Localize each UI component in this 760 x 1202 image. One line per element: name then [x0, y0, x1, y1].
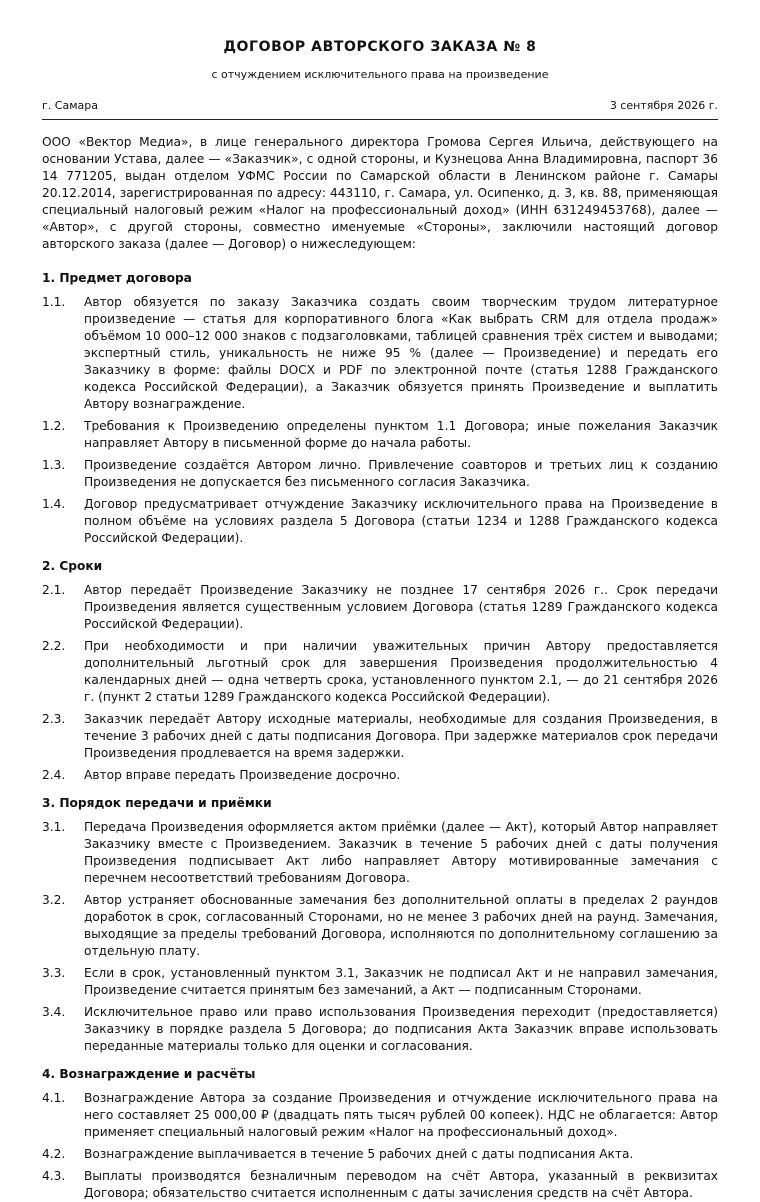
preamble: ООО «Вектор Медиа», в лице генерального директора Громова Сергея Ильича, действующего на основании Устава, далее — «Заказчик», с одной стороны, и Кузнецова Анна Владимировна, паспорт 36 14 771205, выдан отделом УФМС России по Самарской области в Ленинском районе г. Самары 20.12.2014, зарегистрированная по адресу: 443110, г. Самара, ул. Осипенко, д. 3, кв. 88, применяющая специальный налоговый режим «Налог на профессиональный доход» (ИНН 631249453768), далее — «Автор», с другой стороны, совместно именуемые «Стороны», заключили настоящий договор авторского заказа (далее — Договор) о нижеследующем: [42, 135, 718, 251]
section [42, 1066, 718, 1202]
clause-text: Вознаграждение Автора за создание Произведения и отчуждение исключительного права на него составляет 25 000,00 ₽ (двадцать пять тысяч рублей 00 копеек). НДС не облагается: Автор применяет специальный налоговый режим «Налог на профессиональный доход». [84, 1091, 718, 1139]
clause-text: Передача Произведения оформляется актом приёмки (далее — Акт), который Автор направляет Заказчику вместе с Произведением. Заказчик в течение 5 рабочих дней с даты получения Произведения подписывает Акт либо направляет Автору мотивированные замечания с перечнем несоответствий требованиям Договора. [84, 820, 718, 885]
section [42, 558, 718, 784]
section [42, 270, 718, 547]
clause [42, 638, 718, 706]
clause [42, 418, 718, 452]
clause-number: 4.2. [42, 1147, 66, 1161]
clause-number: 3.3. [42, 966, 66, 980]
clause-number: 1.2. [42, 419, 66, 433]
clause-text: При необходимости и при наличии уважительных причин Автору предоставляется дополнительный льготный срок для завершения Произведения продолжительностью 4 календарных дней — одна четверть срока, установленного пунктом 2.1, — до 21 сентября 2026 г. (пункт 2 статьи 1289 Гражданского кодекса Российской Федерации). [84, 639, 718, 704]
clause-text: Автор вправе передать Произведение досрочно. [84, 768, 401, 782]
clause-text: Автор устраняет обоснованные замечания без дополнительной оплаты в пределах 2 раундов доработок в срок, согласованный Сторонами, но не менее 3 рабочих дней на раунд. Замечания, выходящие за пределы требований Договора, исполняются по дополнительному соглашению за отдельную плату. [84, 893, 718, 958]
clause [42, 457, 718, 491]
clause-number: 1.3. [42, 458, 66, 472]
clause-number: 4.1. [42, 1091, 66, 1105]
clause-number: 2.2. [42, 639, 66, 653]
clause [42, 1090, 718, 1141]
clause-text: Автор передаёт Произведение Заказчику не позднее 17 сентября 2026 г.. Срок передачи Произведения является существенным условием Договора (статья 1289 Гражданского кодекса Российской Федерации). [84, 583, 718, 631]
sections [42, 270, 718, 1202]
section-title: 2. Сроки [42, 559, 103, 573]
clause-text: Выплаты производятся безналичным переводом на счёт Автора, указанный в реквизитах Договора; обязательство считается исполненным с даты зачисления средств на счёт Автора. [84, 1169, 718, 1200]
clause-number: 2.3. [42, 712, 66, 726]
section [42, 795, 718, 1055]
clause-number: 4.3. [42, 1169, 66, 1183]
clause-number: 2.1. [42, 583, 66, 597]
clause-text: Произведение создаётся Автором лично. Привлечение соавторов и третьих лиц к созданию Произведения не допускается без письменного согласия Заказчика. [84, 458, 718, 489]
clause [42, 711, 718, 762]
section-title: 3. Порядок передачи и приёмки [42, 796, 272, 810]
clause [42, 1168, 718, 1202]
clause-text: Исключительное право или право использования Произведения переходит (предоставляется) Заказчику в порядке раздела 5 Договора; до подписания Акта Заказчик вправе использовать переданные материалы только для оценки и согласования. [84, 1005, 718, 1053]
clause-number: 3.2. [42, 893, 66, 907]
clause-text: Требования к Произведению определены пунктом 1.1 Договора; иные пожелания Заказчик направляет Автору в письменной форме до начала работы. [84, 419, 718, 450]
clause [42, 496, 718, 547]
clause [42, 767, 718, 784]
document-subtitle: с отчуждением исключительного права на произведение [211, 68, 549, 81]
section-title: 1. Предмет договора [42, 271, 192, 285]
clause-number: 1.1. [42, 295, 66, 309]
contract-date: 3 сентября 2026 г. [609, 99, 718, 112]
clause [42, 582, 718, 633]
clause [42, 819, 718, 887]
clause-text: Вознаграждение выплачивается в течение 5 рабочих дней с даты подписания Акта. [84, 1147, 634, 1161]
place-date-row [42, 97, 718, 120]
clause-text: Автор обязуется по заказу Заказчика создать своим творческим трудом литературное произведение — статья для корпоративного блога «Как выбрать CRM для отдела продаж» объёмом 10 000–12 000 знаков с подзаголовками, таблицей сравнения трёх систем и выводами; экспертный стиль, уникальность не ниже 95 % (далее — Произведение) и передать его Заказчику в форме: файлы DOCX и PDF по электронной почте (статья 1288 Гражданского кодекса Российской Федерации), а Заказчик обязуется принять Произведение и выплатить Автору вознаграждение. [84, 295, 718, 411]
clause-text: Договор предусматривает отчуждение Заказчику исключительного права на Произведение в полном объёме на условиях раздела 5 Договора (статьи 1234 и 1288 Гражданского кодекса Российской Федерации). [84, 497, 718, 545]
clause-text: Если в срок, установленный пунктом 3.1, Заказчик не подписал Акт и не направил замечания, Произведение считается принятым без замечаний, а Акт — подписанным Сторонами. [84, 966, 718, 997]
clause [42, 1146, 718, 1163]
clause [42, 965, 718, 999]
clause [42, 1004, 718, 1055]
clause-number: 1.4. [42, 497, 66, 511]
clause-number: 3.1. [42, 820, 66, 834]
clause-number: 3.4. [42, 1005, 66, 1019]
document-title: ДОГОВОР АВТОРСКОГО ЗАКАЗА № 8 [223, 39, 537, 55]
section-title: 4. Вознаграждение и расчёты [42, 1067, 256, 1081]
clause [42, 892, 718, 960]
clause-number: 2.4. [42, 768, 66, 782]
clause-text: Заказчик передаёт Автору исходные материалы, необходимые для создания Произведения, в течение 3 рабочих дней с даты подписания Договора. При задержке материалов срок передачи Произведения продлевается на время задержки. [84, 712, 718, 760]
city: г. Самара [42, 99, 98, 112]
clause [42, 294, 718, 413]
